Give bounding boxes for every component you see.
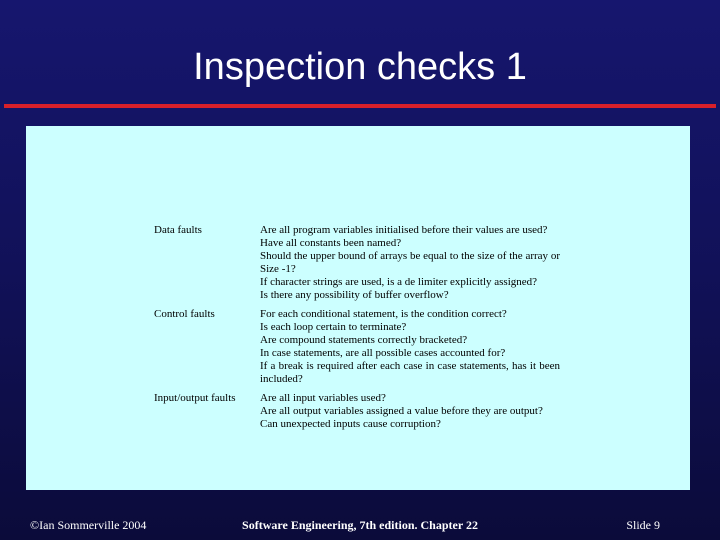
slide-title: Inspection checks 1	[193, 46, 527, 88]
check-item: Are all program variables initialised before their values are used?	[260, 224, 548, 236]
check-item: For each conditional statement, is the condition correct?	[260, 308, 507, 320]
check-list	[260, 224, 560, 302]
check-item: Is each loop certain to terminate?	[260, 321, 407, 333]
table-row-data-faults	[154, 224, 560, 302]
check-item: Can unexpected inputs cause corruption?	[260, 418, 441, 430]
table-row-control-faults	[154, 308, 560, 386]
check-item: Are all input variables used?	[260, 392, 386, 404]
check-item: In case statements, are all possible cases accounted for?	[260, 347, 506, 359]
category-label: Input/output faults	[154, 392, 236, 404]
check-item: Are all output variables assigned a value before they are output?	[260, 405, 543, 417]
check-item: Have all constants been named?	[260, 237, 402, 249]
check-list	[260, 392, 560, 431]
check-list	[260, 308, 560, 386]
title-divider	[4, 104, 716, 108]
table-row-input-output-faults	[154, 392, 560, 431]
footer-slide-number: Slide 9	[626, 518, 660, 532]
check-item: Is there any possibility of buffer overflow?	[260, 289, 449, 301]
footer-copyright: ©Ian Sommerville 2004	[30, 518, 147, 532]
check-item: If character strings are used, is a de limiter explicitly assigned?	[260, 276, 538, 288]
check-item: Are compound statements correctly bracketed?	[260, 334, 468, 346]
check-item: If a break is required after each case in case statements, has it been included?	[260, 360, 560, 385]
category-label: Control faults	[154, 308, 215, 320]
footer-book-title: Software Engineering, 7th edition. Chapter 22	[242, 518, 478, 532]
category-label: Data faults	[154, 224, 202, 236]
check-item: Should the upper bound of arrays be equal to the size of the array or Size -1?	[260, 250, 560, 275]
inspection-checks-table	[154, 224, 560, 437]
